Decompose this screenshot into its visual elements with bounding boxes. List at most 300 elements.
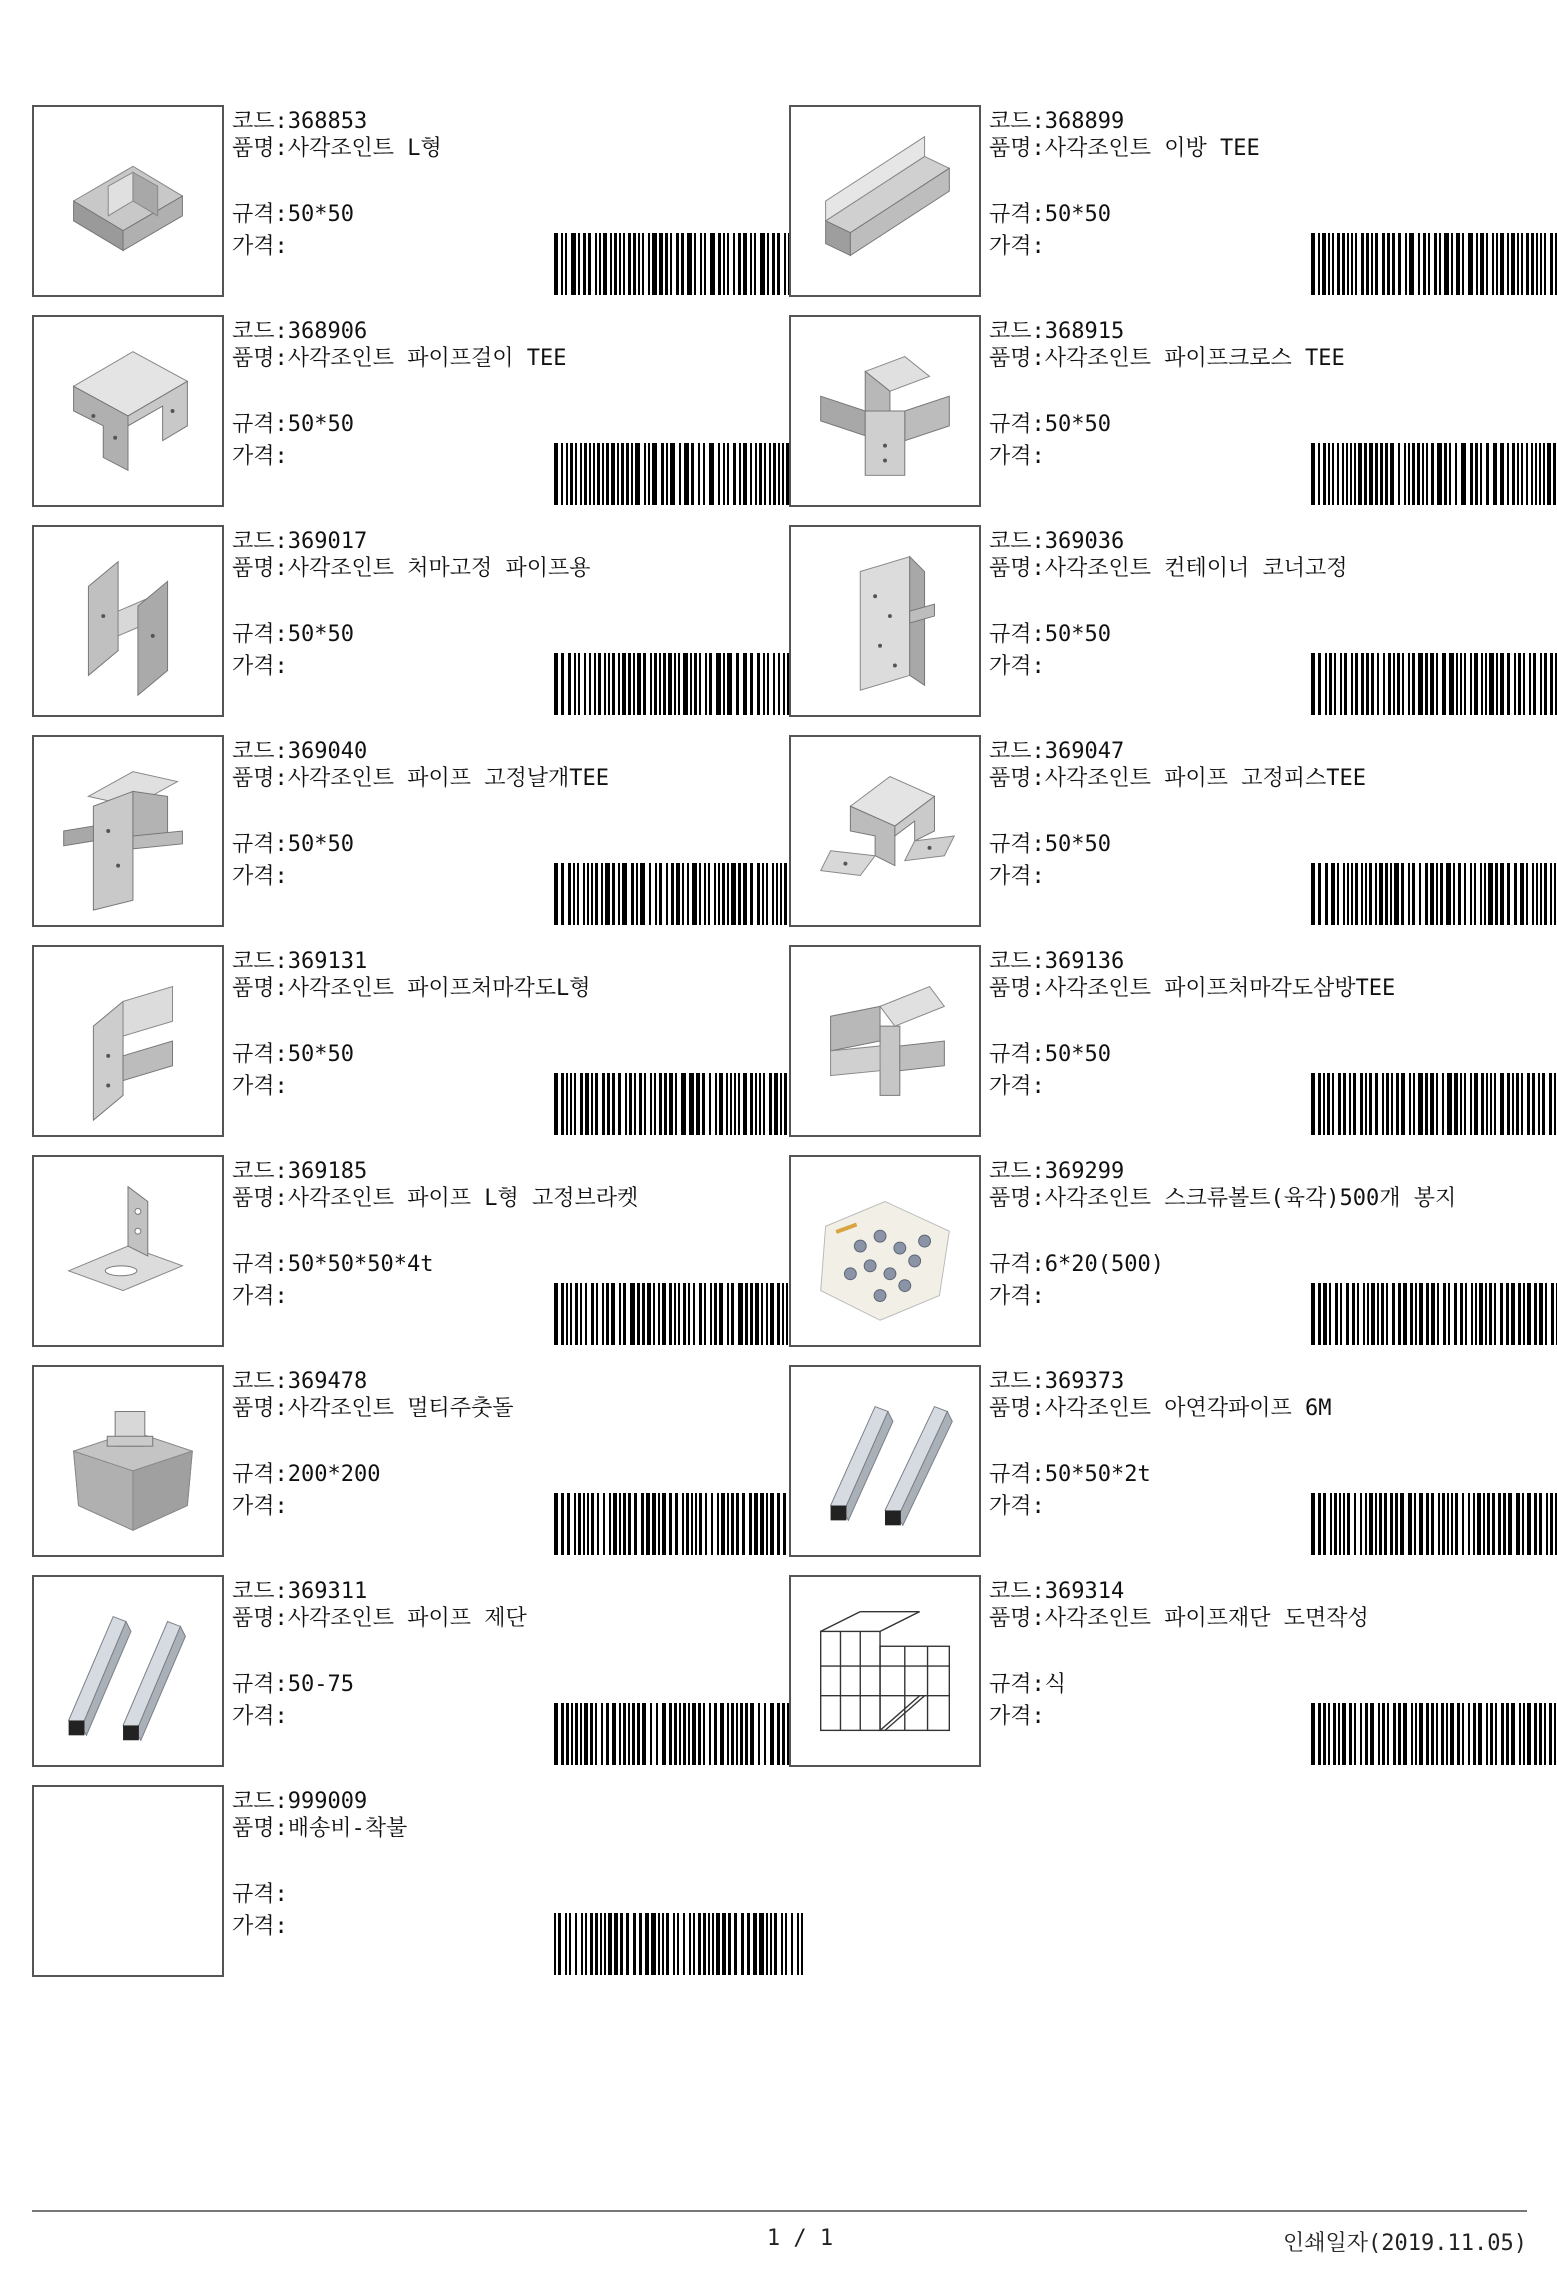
barcode-bar [630, 1283, 635, 1345]
barcode-bar [1392, 1283, 1395, 1345]
barcode-bar [656, 1703, 658, 1765]
barcode-bar [1397, 653, 1400, 715]
barcode-bar [1323, 1283, 1327, 1345]
barcode-bar [623, 233, 625, 295]
barcode-bar [612, 1703, 616, 1765]
barcode-bar [1375, 1493, 1377, 1555]
barcode-bar [1383, 653, 1385, 715]
barcode-bar [743, 653, 747, 715]
barcode-bar [649, 863, 651, 925]
product-spec: 50*50 [1044, 1042, 1111, 1067]
barcode-bar [659, 233, 663, 295]
barcode-bar [727, 443, 729, 505]
barcode-bar [1473, 1703, 1476, 1765]
barcode [554, 1283, 804, 1345]
code-row [232, 1367, 367, 1397]
barcode-bar [696, 1073, 700, 1135]
barcode-bar [1398, 233, 1401, 295]
barcode-bar [1494, 1073, 1496, 1135]
barcode-bar [1494, 1283, 1496, 1345]
barcode-bar [1400, 1493, 1404, 1555]
barcode-bar [710, 1283, 712, 1345]
barcode-bar [772, 233, 775, 295]
product-spec: 50*50*2t [1044, 1462, 1151, 1487]
barcode-bar [742, 1493, 745, 1555]
barcode-bar [1526, 233, 1529, 295]
barcode-bar [1409, 233, 1414, 295]
barcode-bar [1311, 653, 1315, 715]
barcode-bar [625, 1073, 627, 1135]
barcode-bar [1343, 1073, 1346, 1135]
barcode-bar [727, 1493, 729, 1555]
barcode-bar [736, 1493, 739, 1555]
spec-label: 규격: [232, 412, 288, 437]
barcode-bar [703, 1703, 705, 1765]
price-label: 가격: [989, 654, 1045, 679]
product-card [789, 735, 1524, 927]
barcode-bar [1507, 233, 1509, 295]
barcode-bar [594, 653, 596, 715]
barcode-bar [676, 233, 679, 295]
barcode-bar [669, 1493, 672, 1555]
barcode-bar [720, 1703, 724, 1765]
eave-fixing-icon [34, 527, 222, 715]
barcode-bar [695, 1493, 697, 1555]
product-image [32, 105, 224, 297]
code-label: 코드: [232, 109, 288, 134]
price-label: 가격: [232, 1914, 288, 1939]
barcode-bar [1550, 233, 1553, 295]
name-row [232, 1188, 732, 1210]
barcode-bar [603, 233, 607, 295]
barcode-bar [1382, 233, 1385, 295]
barcode-bar [750, 1283, 753, 1345]
barcode-bar [1460, 1073, 1462, 1135]
barcode-bar [1349, 1073, 1351, 1135]
barcode-bar [717, 1493, 719, 1555]
barcode-bar [755, 1283, 759, 1345]
pipe-hanger-tee-icon [34, 317, 222, 505]
barcode-bar [1454, 1073, 1458, 1135]
barcode-bar [620, 1913, 623, 1975]
product-card [789, 1155, 1524, 1347]
barcode-bar [587, 863, 589, 925]
product-card [789, 1575, 1524, 1767]
barcode-bar [777, 1703, 780, 1765]
barcode-bar [1454, 1283, 1457, 1345]
barcode-bar [1426, 1283, 1429, 1345]
spec-label: 규격: [989, 622, 1045, 647]
barcode-bar [1507, 653, 1510, 715]
barcode-bar [609, 1493, 611, 1555]
barcode-bar [647, 1283, 651, 1345]
price-row [989, 652, 1045, 682]
barcode-bar [1455, 1493, 1458, 1555]
barcode-bar [1446, 1703, 1448, 1765]
barcode-bar [1334, 1493, 1337, 1555]
name-label: 품명: [989, 766, 1045, 791]
barcode-bar [1360, 1073, 1363, 1135]
barcode-bar [598, 653, 601, 715]
barcode-bar [583, 233, 586, 295]
barcode-bar [1375, 443, 1378, 505]
barcode-bar [694, 233, 696, 295]
code-label: 코드: [989, 1579, 1045, 1604]
product-card [789, 1365, 1524, 1557]
barcode-bar [1329, 1283, 1331, 1345]
barcode-bar [611, 1283, 615, 1345]
barcode-bar [666, 1913, 669, 1975]
barcode-bar [1522, 1493, 1524, 1555]
barcode-bar [1428, 233, 1430, 295]
barcode-bar [1347, 863, 1349, 925]
barcode-bar [1335, 1283, 1338, 1345]
spec-label: 규격: [232, 622, 288, 647]
barcode-bar [1479, 1283, 1483, 1345]
barcode-bar [568, 653, 571, 715]
barcode-bar [570, 443, 573, 505]
barcode-bar [585, 1073, 589, 1135]
product-image [789, 945, 981, 1137]
barcode-bar [769, 1073, 772, 1135]
barcode-bar [1468, 233, 1473, 295]
spec-label: 규격: [989, 1042, 1045, 1067]
barcode-bar [1385, 863, 1388, 925]
barcode-bar [1371, 653, 1374, 715]
barcode-bar [726, 1073, 728, 1135]
barcode-bar [639, 1913, 642, 1975]
barcode [1311, 443, 1557, 505]
spec-row [232, 1250, 433, 1280]
product-code: 369311 [287, 1579, 368, 1604]
code-label: 코드: [232, 1789, 288, 1814]
product-image [32, 735, 224, 927]
barcode-bar [774, 1913, 777, 1975]
barcode-bar [1318, 863, 1321, 925]
barcode-bar [1318, 1493, 1321, 1555]
barcode-bar [583, 1493, 585, 1555]
code-row [232, 527, 367, 557]
code-row [989, 947, 1124, 977]
barcode-bar [1460, 1283, 1463, 1345]
barcode-bar [1443, 1283, 1446, 1345]
barcode-bar [754, 233, 756, 295]
barcode-bar [1413, 1073, 1415, 1135]
barcode-bar [554, 1283, 558, 1345]
name-label: 품명: [232, 766, 288, 791]
barcode-bar [714, 1283, 717, 1345]
barcode-bar [1375, 863, 1377, 925]
spec-row [232, 1460, 380, 1490]
code-label: 코드: [232, 1579, 288, 1604]
barcode-bar [1381, 1283, 1384, 1345]
barcode-bar [675, 1073, 677, 1135]
barcode-bar [778, 653, 780, 715]
price-row [232, 1492, 288, 1522]
barcode-bar [1501, 1703, 1504, 1765]
barcode-bar [648, 233, 650, 295]
product-code: 369040 [287, 739, 368, 764]
barcode-bar [1545, 1283, 1547, 1345]
barcode-bar [619, 1283, 621, 1345]
barcode-bar [1456, 653, 1458, 715]
barcode-bar [638, 233, 640, 295]
barcode-bar [1461, 443, 1466, 505]
name-row [232, 978, 732, 1000]
barcode-bar [1486, 1073, 1488, 1135]
barcode-bar [606, 443, 609, 505]
barcode-bar [580, 1073, 583, 1135]
code-row [232, 947, 367, 977]
barcode-bar [662, 1703, 666, 1765]
barcode-bar [1536, 233, 1538, 295]
barcode-bar [1328, 443, 1330, 505]
barcode-bar [677, 1913, 679, 1975]
barcode-bar [1343, 863, 1345, 925]
barcode-bar [1500, 1073, 1504, 1135]
barcode-bar [1408, 443, 1410, 505]
barcode-bar [595, 863, 598, 925]
spec-row [989, 200, 1111, 230]
barcode-bar [1371, 1283, 1375, 1345]
barcode-bar [769, 443, 771, 505]
barcode-bar [1355, 653, 1358, 715]
product-name: 사각조인트 파이프 제단 [287, 1606, 527, 1631]
spec-label: 규격: [989, 412, 1045, 437]
barcode-bar [664, 1073, 667, 1135]
product-code: 369314 [1044, 1579, 1125, 1604]
barcode-bar [1311, 1283, 1315, 1345]
barcode-bar [709, 653, 712, 715]
product-code: 368853 [287, 109, 368, 134]
product-spec: 50*50 [1044, 202, 1111, 227]
barcode-bar [782, 443, 784, 505]
barcode-bar [1342, 1703, 1346, 1765]
barcode-bar [659, 863, 662, 925]
barcode-bar [1322, 233, 1326, 295]
spec-label: 규격: [232, 832, 288, 857]
barcode-bar [1436, 653, 1438, 715]
spec-row [989, 1250, 1164, 1280]
barcode-bar [684, 443, 689, 505]
product-image [789, 105, 981, 297]
price-label: 가격: [232, 444, 288, 469]
barcode-bar [1539, 1703, 1542, 1765]
barcode-bar [637, 1703, 640, 1765]
barcode-bar [1327, 1073, 1330, 1135]
barcode [1311, 653, 1557, 715]
barcode-bar [1334, 653, 1336, 715]
barcode-bar [1410, 1283, 1413, 1345]
barcode-bar [655, 863, 657, 925]
barcode-bar [605, 863, 610, 925]
barcode-bar [1328, 1703, 1330, 1765]
barcode-bar [1489, 653, 1494, 715]
barcode-bar [1436, 1703, 1438, 1765]
barcode-bar [1332, 1073, 1334, 1135]
barcode-bar [633, 233, 636, 295]
barcode-bar [700, 233, 702, 295]
barcode-bar [1462, 233, 1464, 295]
barcode-bar [767, 653, 769, 715]
name-label: 품명: [232, 1186, 288, 1211]
price-row [232, 1702, 288, 1732]
barcode-bar [575, 1913, 577, 1975]
price-label: 가격: [989, 1284, 1045, 1309]
barcode-bar [1355, 233, 1357, 295]
barcode-bar [628, 1703, 630, 1765]
structure-drawing-icon [791, 1577, 979, 1765]
barcode-bar [574, 653, 576, 715]
product-code: 369478 [287, 1369, 368, 1394]
barcode-bar [1349, 1703, 1352, 1765]
barcode-bar [693, 1283, 695, 1345]
product-image [789, 525, 981, 717]
barcode-bar [554, 1073, 558, 1135]
barcode-bar [770, 1913, 772, 1975]
barcode-bar [762, 863, 764, 925]
barcode-bar [1534, 1493, 1537, 1555]
barcode-bar [1449, 443, 1451, 505]
barcode-bar [1500, 1283, 1503, 1345]
product-name: 사각조인트 멀티주춧돌 [287, 1396, 514, 1421]
barcode-bar [607, 1073, 610, 1135]
barcode-bar [1352, 1283, 1355, 1345]
barcode-bar [1318, 653, 1321, 715]
barcode-bar [1442, 653, 1446, 715]
barcode-bar [1395, 1493, 1398, 1555]
barcode-bar [622, 863, 627, 925]
barcode-bar [561, 1703, 564, 1765]
barcode-bar [1384, 1493, 1387, 1555]
barcode-bar [1342, 443, 1344, 505]
spec-row [989, 1670, 1066, 1700]
barcode-bar [1375, 233, 1378, 295]
page-number: 1 / 1 [766, 2226, 834, 2251]
barcode-bar [662, 1283, 666, 1345]
barcode-bar [1431, 1283, 1435, 1345]
spec-row [232, 200, 354, 230]
product-name: 사각조인트 파이프처마각도삼방TEE [1044, 976, 1396, 1001]
product-card [789, 105, 1524, 297]
barcode-bar [683, 1283, 686, 1345]
barcode-bar [608, 1913, 612, 1975]
product-image [32, 1365, 224, 1557]
barcode-bar [1554, 1703, 1556, 1765]
pipe-cut-icon [34, 1577, 222, 1765]
barcode-bar [631, 443, 633, 505]
barcode-bar [1419, 1703, 1423, 1765]
barcode-bar [1449, 653, 1454, 715]
barcode-bar [1403, 1283, 1407, 1345]
barcode-bar [1485, 653, 1487, 715]
barcode-bar [641, 1493, 644, 1555]
name-row [989, 1398, 1489, 1420]
name-row [989, 1188, 1489, 1210]
price-row [232, 862, 288, 892]
barcode [554, 1913, 804, 1975]
barcode-bar [738, 233, 741, 295]
barcode-bar [590, 1703, 593, 1765]
barcode-bar [1426, 443, 1428, 505]
barcode-bar [602, 1283, 604, 1345]
barcode-bar [1379, 1493, 1382, 1555]
barcode-bar [663, 653, 666, 715]
barcode-bar [1468, 1703, 1470, 1765]
barcode-bar [763, 1073, 765, 1135]
barcode-bar [801, 1913, 803, 1975]
barcode-bar [754, 1493, 758, 1555]
barcode-bar [1492, 233, 1494, 295]
product-name: 사각조인트 파이프처마각도L형 [287, 976, 591, 1001]
barcode-bar [554, 863, 558, 925]
barcode-bar [1366, 233, 1369, 295]
barcode-bar [1511, 233, 1515, 295]
name-row [232, 348, 732, 370]
barcode-bar [738, 863, 741, 925]
barcode-bar [739, 443, 741, 505]
barcode-bar [623, 1703, 626, 1765]
barcode-bar [1549, 1703, 1552, 1765]
name-label: 품명: [989, 1396, 1045, 1421]
barcode-bar [1369, 443, 1373, 505]
barcode-bar [1311, 1493, 1315, 1555]
barcode-bar [595, 1913, 598, 1975]
barcode-bar [1311, 443, 1315, 505]
barcode-bar [658, 1283, 660, 1345]
barcode-bar [1500, 653, 1504, 715]
spec-row [989, 620, 1111, 650]
barcode-bar [764, 443, 766, 505]
barcode-bar [1351, 233, 1353, 295]
barcode-bar [1338, 1703, 1340, 1765]
barcode-bar [1398, 1283, 1401, 1345]
barcode-bar [644, 1073, 646, 1135]
barcode-bar [750, 863, 753, 925]
barcode-bar [727, 653, 732, 715]
barcode [554, 1703, 804, 1765]
barcode-bar [600, 1913, 602, 1975]
name-row [989, 348, 1489, 370]
barcode-bar [1425, 863, 1428, 925]
barcode-bar [702, 1073, 705, 1135]
barcode [554, 1073, 804, 1135]
barcode-bar [1496, 233, 1498, 295]
barcode-bar [1447, 1073, 1452, 1135]
barcode-bar [628, 233, 631, 295]
price-label: 가격: [232, 234, 288, 259]
spec-label: 규격: [232, 1042, 288, 1067]
product-code: 368915 [1044, 319, 1125, 344]
pipe-cross-tee-icon [791, 317, 979, 505]
spec-label: 규격: [232, 1882, 288, 1907]
barcode-bar [642, 233, 644, 295]
barcode-bar [1511, 1703, 1515, 1765]
barcode-bar [1402, 653, 1404, 715]
barcode-bar [678, 653, 680, 715]
barcode-bar [634, 1073, 636, 1135]
barcode-bar [681, 1073, 686, 1135]
barcode-bar [747, 1913, 750, 1975]
barcode-bar [759, 1073, 761, 1135]
barcode-bar [629, 1073, 632, 1135]
barcode-bar [1387, 1703, 1389, 1765]
barcode-bar [614, 1913, 618, 1975]
code-row [989, 737, 1124, 767]
name-row [232, 1818, 732, 1840]
name-row [232, 1608, 732, 1630]
barcode-bar [1355, 863, 1358, 925]
